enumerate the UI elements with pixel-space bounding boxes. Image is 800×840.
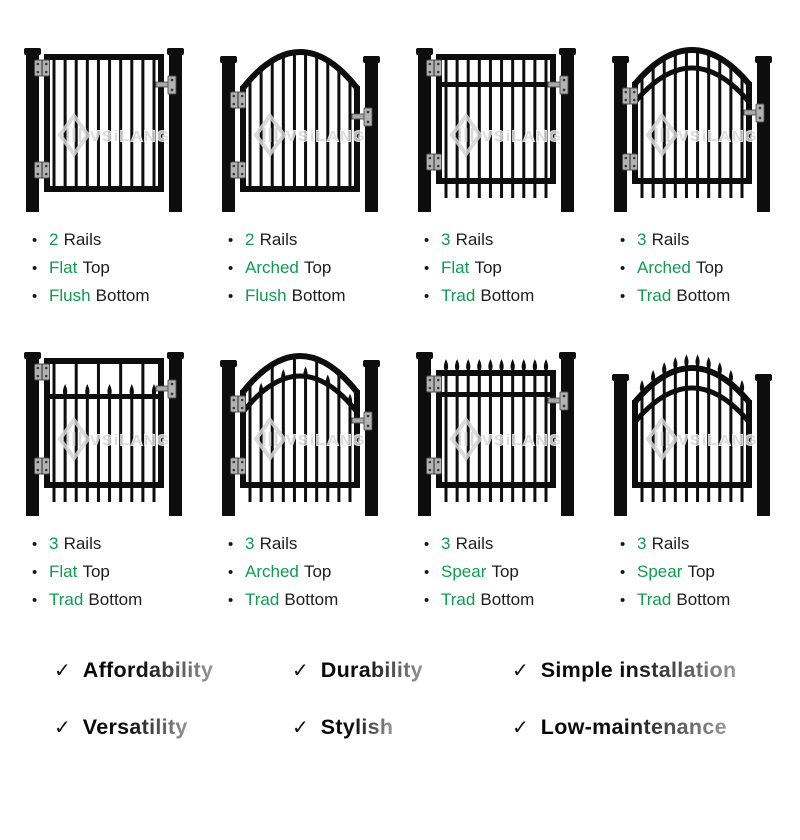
gate-frame — [632, 50, 752, 198]
spec-rails: • 2 Rails — [32, 226, 202, 254]
spec-bottom: • Flush Bottom — [32, 282, 202, 310]
gate-frame — [240, 52, 360, 192]
gate-illustration-3rail-arched-puppy — [212, 344, 388, 524]
gate-card-7 — [398, 344, 594, 614]
hinge — [231, 92, 246, 108]
spec-bottom: • Trad Bottom — [424, 282, 594, 310]
spec-top: • Spear Top — [424, 558, 594, 586]
svg-text:VSiLANG: VSiLANG — [286, 432, 367, 449]
left-post — [612, 374, 629, 516]
spec-top: • Spear Top — [620, 558, 790, 586]
hinge — [35, 162, 50, 178]
hinge — [231, 162, 246, 178]
gate-drawing — [408, 40, 584, 220]
bullet-icon: • — [32, 592, 38, 609]
feature-label: Simple installation — [540, 658, 737, 682]
gate-frame — [44, 358, 164, 502]
gate-spec-list — [398, 530, 594, 614]
bullet-icon: • — [620, 288, 626, 305]
spec-rails: • 3 Rails — [424, 530, 594, 558]
svg-text:VSiLANG: VSiLANG — [90, 432, 171, 449]
spec-top: • Arched Top — [228, 254, 398, 282]
gate-spec-list — [202, 530, 398, 614]
bullet-icon: • — [620, 536, 626, 553]
left-post — [220, 56, 237, 212]
gate-frame — [44, 54, 164, 192]
feature-label: Versatility — [82, 715, 188, 739]
gate-card-3 — [398, 40, 594, 310]
spec-rails: • 2 Rails — [228, 226, 398, 254]
svg-text:VSiLANG: VSiLANG — [678, 432, 759, 449]
gate-illustration-3rail-flat-trad — [408, 40, 584, 220]
bullet-icon: • — [424, 592, 430, 609]
gate-row-1 — [0, 40, 800, 310]
hinge — [427, 154, 442, 170]
feature-label: Affordability — [82, 658, 214, 682]
hinge — [231, 458, 246, 474]
feature-durability — [292, 658, 512, 683]
hinge — [35, 60, 50, 76]
spec-top: • Flat Top — [32, 558, 202, 586]
spec-bottom: • Trad Bottom — [620, 282, 790, 310]
spec-top: • Arched Top — [620, 254, 790, 282]
spec-bottom: • Trad Bottom — [424, 586, 594, 614]
gate-frame — [436, 54, 556, 198]
feature-versatility — [54, 715, 292, 740]
feature-affordability — [54, 658, 292, 683]
gate-spec-list — [594, 530, 790, 614]
gate-drawing — [408, 344, 584, 524]
bullet-icon: • — [620, 260, 626, 277]
spec-top: • Flat Top — [32, 254, 202, 282]
check-icon: ✓ — [512, 660, 529, 682]
gate-card-4 — [594, 40, 790, 310]
gate-illustration-2rail-flat-flush — [16, 40, 192, 220]
bullet-icon: • — [424, 232, 430, 249]
bullet-icon: • — [32, 288, 38, 305]
feature-stylish — [292, 715, 512, 740]
feature-list — [54, 658, 800, 740]
svg-text:VSiLANG: VSiLANG — [90, 128, 171, 145]
gate-drawing — [212, 40, 388, 220]
gate-spec-list — [6, 226, 202, 310]
spec-rails: • 3 Rails — [424, 226, 594, 254]
hinge — [35, 364, 50, 380]
left-post — [220, 360, 237, 516]
bullet-icon: • — [32, 232, 38, 249]
hinge — [623, 88, 638, 104]
bullet-icon: • — [620, 232, 626, 249]
svg-text:VSiLANG: VSiLANG — [286, 128, 367, 145]
gate-illustration-2rail-arched-flush — [212, 40, 388, 220]
bullet-icon: • — [228, 288, 234, 305]
check-icon: ✓ — [292, 717, 309, 739]
spec-rails: • 3 Rails — [228, 530, 398, 558]
gate-spec-list — [398, 226, 594, 310]
bullet-icon: • — [32, 564, 38, 581]
bullet-icon: • — [424, 536, 430, 553]
gate-card-8 — [594, 344, 790, 614]
feature-label: Stylish — [320, 715, 394, 739]
gate-row-2 — [0, 344, 800, 614]
gate-illustration-3rail-spear-flat — [408, 344, 584, 524]
check-icon: ✓ — [292, 660, 309, 682]
svg-text:VSiLANG: VSiLANG — [482, 128, 563, 145]
gate-spec-list — [202, 226, 398, 310]
hinge — [623, 154, 638, 170]
check-icon: ✓ — [512, 717, 529, 739]
svg-text:VSiLANG: VSiLANG — [678, 128, 759, 145]
bullet-icon: • — [620, 592, 626, 609]
spec-rails: • 3 Rails — [620, 226, 790, 254]
gate-illustration-3rail-spear-arched — [604, 344, 780, 524]
feature-label: Durability — [320, 658, 423, 682]
left-post — [612, 56, 629, 212]
gate-card-6 — [202, 344, 398, 614]
spec-rails: • 3 Rails — [620, 530, 790, 558]
spec-top: • Flat Top — [424, 254, 594, 282]
gate-drawing — [16, 40, 192, 220]
bullet-icon: • — [424, 564, 430, 581]
bullet-icon: • — [32, 536, 38, 553]
gate-card-1 — [6, 40, 202, 310]
bullet-icon: • — [620, 564, 626, 581]
gate-card-2 — [202, 40, 398, 310]
bullet-icon: • — [228, 592, 234, 609]
bullet-icon: • — [424, 288, 430, 305]
gate-illustration-3rail-arched-trad — [604, 40, 780, 220]
bullet-icon: • — [424, 260, 430, 277]
bullet-icon: • — [228, 564, 234, 581]
hinge — [35, 458, 50, 474]
feature-label: Low-maintenance — [540, 715, 727, 739]
bullet-icon: • — [228, 232, 234, 249]
bullet-icon: • — [32, 260, 38, 277]
spec-top: • Arched Top — [228, 558, 398, 586]
gate-drawing — [212, 344, 388, 524]
gate-card-5 — [6, 344, 202, 614]
svg-text:VSiLANG: VSiLANG — [482, 432, 563, 449]
gate-spec-list — [6, 530, 202, 614]
hinge — [231, 396, 246, 412]
hinge — [427, 60, 442, 76]
gate-illustration-3rail-flat-puppy — [16, 344, 192, 524]
gate-spec-list — [594, 226, 790, 310]
spec-rails: • 3 Rails — [32, 530, 202, 558]
spec-bottom: • Trad Bottom — [228, 586, 398, 614]
spec-bottom: • Trad Bottom — [620, 586, 790, 614]
gate-drawing — [604, 40, 780, 220]
bullet-icon: • — [228, 260, 234, 277]
feature-low-maintenance — [512, 715, 800, 740]
feature-simple-installation — [512, 658, 800, 683]
spec-bottom: • Trad Bottom — [32, 586, 202, 614]
spec-bottom: • Flush Bottom — [228, 282, 398, 310]
hinge — [427, 376, 442, 392]
bullet-icon: • — [228, 536, 234, 553]
check-icon: ✓ — [54, 660, 71, 682]
hinge — [427, 458, 442, 474]
gate-drawing — [604, 344, 780, 524]
gate-drawing — [16, 344, 192, 524]
check-icon: ✓ — [54, 717, 71, 739]
gate-frame — [240, 356, 360, 502]
